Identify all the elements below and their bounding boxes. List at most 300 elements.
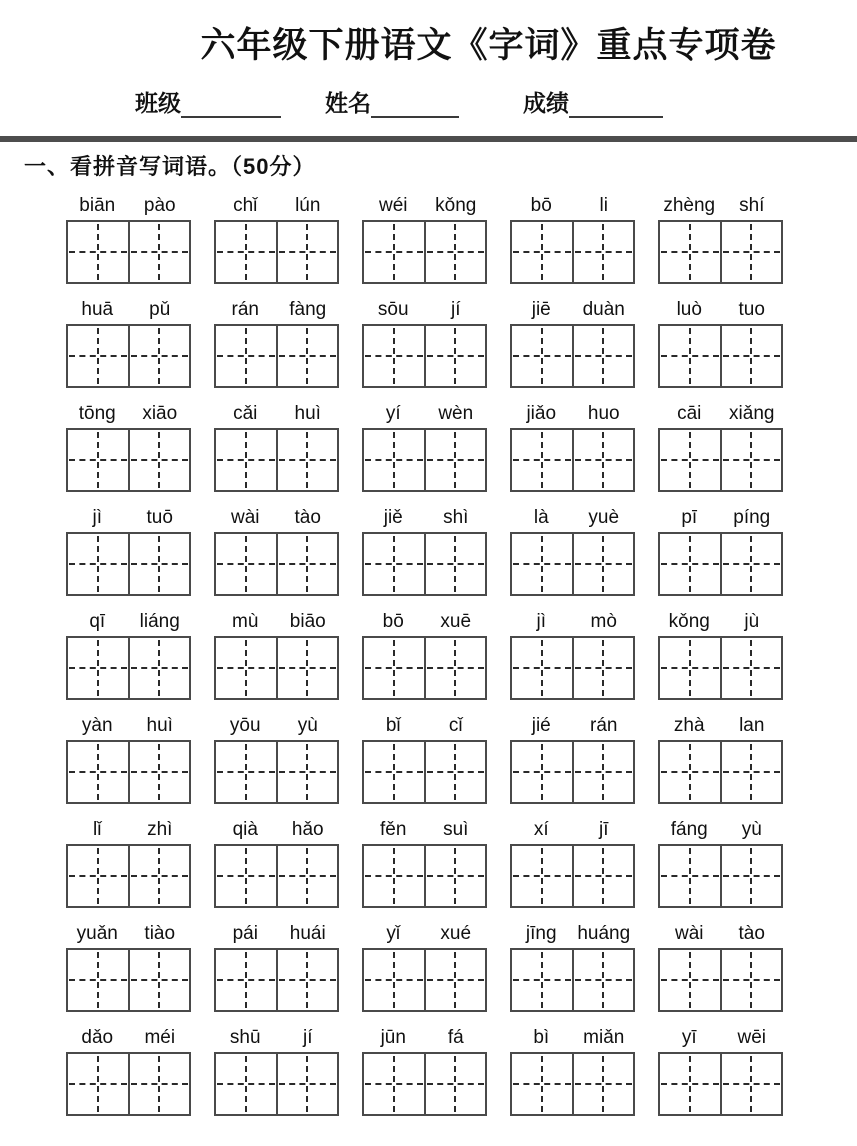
- pinyin-pair: [66, 816, 191, 842]
- pinyin-syllable: cǎi: [233, 403, 258, 424]
- writing-cell: [512, 638, 574, 698]
- writing-cell: [722, 950, 782, 1010]
- writing-cell: [68, 638, 130, 698]
- pinyin-syllable: li: [599, 195, 608, 216]
- pinyin-pair: [658, 816, 783, 842]
- word-group: [66, 192, 191, 284]
- pinyin-syllable: pǔ: [149, 299, 171, 320]
- writing-box: [214, 532, 339, 596]
- pinyin-pair: [214, 400, 339, 426]
- pinyin-syllable: cǐ: [448, 715, 463, 736]
- writing-cell: [574, 950, 634, 1010]
- writing-cell: [68, 950, 130, 1010]
- pinyin-syllable: méi: [144, 1027, 176, 1048]
- writing-cell: [130, 430, 190, 490]
- writing-box: [362, 428, 487, 492]
- pinyin-syllable: luò: [676, 299, 702, 320]
- pinyin-syllable: bō: [382, 611, 404, 632]
- pinyin-row: [66, 816, 857, 908]
- pinyin-syllable: tào: [294, 507, 321, 528]
- pinyin-syllable: hǎo: [291, 819, 324, 840]
- writing-cell: [426, 846, 486, 906]
- pinyin-syllable: wài: [230, 507, 260, 528]
- word-group: [362, 608, 487, 700]
- pinyin-pair: [658, 608, 783, 634]
- pinyin-syllable: bō: [530, 195, 552, 216]
- writing-box: [658, 220, 783, 284]
- writing-cell: [278, 534, 338, 594]
- writing-box: [510, 844, 635, 908]
- word-group: [66, 608, 191, 700]
- word-group: [66, 1024, 191, 1116]
- writing-box: [362, 948, 487, 1012]
- writing-box: [66, 532, 191, 596]
- pinyin-syllable: huì: [294, 403, 321, 424]
- pinyin-pair: [510, 296, 635, 322]
- pinyin-syllable: miǎn: [583, 1027, 625, 1048]
- pinyin-syllable: là: [533, 507, 549, 528]
- writing-cell: [722, 846, 782, 906]
- writing-cell: [278, 950, 338, 1010]
- pinyin-row: [66, 192, 857, 284]
- pinyin-pair: [66, 504, 191, 530]
- word-group: [510, 1024, 635, 1116]
- page-title: 六年级下册语文《字词》重点专项卷: [200, 26, 777, 65]
- pinyin-pair: [66, 192, 191, 218]
- pinyin-syllable: wēi: [737, 1027, 766, 1048]
- writing-cell: [512, 742, 574, 802]
- writing-cell: [278, 326, 338, 386]
- writing-box: [658, 428, 783, 492]
- pinyin-pair: [362, 608, 487, 634]
- pinyin-syllable: yàn: [81, 715, 113, 736]
- writing-box: [214, 1052, 339, 1116]
- writing-cell: [512, 534, 574, 594]
- writing-cell: [130, 326, 190, 386]
- writing-cell: [364, 638, 426, 698]
- writing-cell: [574, 742, 634, 802]
- pinyin-pair: [658, 1024, 783, 1050]
- writing-cell: [278, 430, 338, 490]
- writing-box: [658, 844, 783, 908]
- pinyin-syllable: huái: [289, 923, 326, 944]
- writing-box: [658, 948, 783, 1012]
- pinyin-syllable: tuō: [146, 507, 173, 528]
- pinyin-syllable: wéi: [378, 195, 408, 216]
- section-heading: 一、看拼音写词语。（50分）: [24, 154, 316, 179]
- pinyin-pair: [510, 400, 635, 426]
- word-group: [658, 816, 783, 908]
- writing-cell: [68, 742, 130, 802]
- writing-cell: [512, 430, 574, 490]
- writing-cell: [722, 534, 782, 594]
- word-group: [362, 400, 487, 492]
- pinyin-syllable: wài: [674, 923, 704, 944]
- pinyin-syllable: fáng: [670, 819, 708, 840]
- pinyin-syllable: jù: [744, 611, 760, 632]
- pinyin-syllable: jī: [599, 819, 609, 840]
- pinyin-pair: [658, 920, 783, 946]
- writing-cell: [68, 222, 130, 282]
- pinyin-syllable: qī: [89, 611, 106, 632]
- writing-cell: [722, 638, 782, 698]
- writing-box: [66, 324, 191, 388]
- writing-cell: [364, 430, 426, 490]
- pinyin-syllable: jīng: [525, 923, 557, 944]
- pinyin-pair: [658, 712, 783, 738]
- writing-cell: [216, 326, 278, 386]
- pinyin-syllable: jí: [303, 1027, 313, 1048]
- pinyin-syllable: jiǎo: [526, 403, 557, 424]
- writing-cell: [426, 222, 486, 282]
- word-group: [66, 816, 191, 908]
- pinyin-pair: [66, 712, 191, 738]
- pinyin-syllable: zhà: [673, 715, 705, 736]
- pinyin-syllable: rán: [231, 299, 259, 320]
- writing-box: [214, 740, 339, 804]
- pinyin-syllable: yōu: [229, 715, 261, 736]
- writing-cell: [722, 1054, 782, 1114]
- writing-box: [510, 740, 635, 804]
- pinyin-syllable: yù: [297, 715, 318, 736]
- word-group: [658, 504, 783, 596]
- pinyin-syllable: fěn: [380, 819, 407, 840]
- pinyin-pair: [66, 608, 191, 634]
- pinyin-syllable: liáng: [139, 611, 180, 632]
- writing-cell: [512, 950, 574, 1010]
- writing-cell: [574, 222, 634, 282]
- writing-box: [362, 1052, 487, 1116]
- pinyin-syllable: jiě: [383, 507, 403, 528]
- writing-cell: [512, 222, 574, 282]
- writing-box: [214, 636, 339, 700]
- writing-cell: [278, 742, 338, 802]
- pinyin-pair: [510, 192, 635, 218]
- writing-cell: [216, 846, 278, 906]
- pinyin-pair: [214, 920, 339, 946]
- writing-cell: [68, 534, 130, 594]
- writing-box: [510, 948, 635, 1012]
- pinyin-pair: [510, 712, 635, 738]
- word-group: [658, 920, 783, 1012]
- score-field-blank: [569, 92, 663, 118]
- pinyin-syllable: yī: [681, 1027, 697, 1048]
- writing-cell: [512, 846, 574, 906]
- word-group: [66, 296, 191, 388]
- pinyin-syllable: mò: [590, 611, 617, 632]
- pinyin-pair: [362, 296, 487, 322]
- writing-cell: [660, 638, 722, 698]
- pinyin-syllable: tōng: [78, 403, 116, 424]
- writing-box: [362, 324, 487, 388]
- pinyin-syllable: pào: [143, 195, 176, 216]
- word-group: [510, 608, 635, 700]
- pinyin-syllable: zhì: [147, 819, 173, 840]
- writing-cell: [278, 1054, 338, 1114]
- word-group: [658, 400, 783, 492]
- pinyin-pair: [362, 920, 487, 946]
- writing-box: [658, 1052, 783, 1116]
- writing-box: [214, 220, 339, 284]
- word-group: [214, 504, 339, 596]
- pinyin-syllable: lún: [295, 195, 321, 216]
- pinyin-row: [66, 712, 857, 804]
- pinyin-pair: [510, 816, 635, 842]
- pinyin-pair: [510, 920, 635, 946]
- word-group: [214, 400, 339, 492]
- word-group: [362, 296, 487, 388]
- header-divider: [0, 136, 857, 142]
- writing-box: [510, 428, 635, 492]
- pinyin-syllable: shí: [739, 195, 765, 216]
- name-field-label: 姓名: [325, 91, 371, 116]
- pinyin-syllable: huo: [587, 403, 620, 424]
- writing-cell: [574, 1054, 634, 1114]
- pinyin-syllable: huā: [81, 299, 114, 320]
- writing-cell: [216, 742, 278, 802]
- pinyin-syllable: jì: [536, 611, 546, 632]
- pinyin-pair: [658, 400, 783, 426]
- pinyin-pair: [66, 920, 191, 946]
- pinyin-syllable: chǐ: [233, 195, 258, 216]
- pinyin-syllable: lan: [739, 715, 765, 736]
- pinyin-syllable: yí: [385, 403, 401, 424]
- score-field: [523, 90, 663, 118]
- writing-box: [362, 532, 487, 596]
- word-group: [510, 504, 635, 596]
- pinyin-pair: [362, 400, 487, 426]
- pinyin-syllable: pī: [681, 507, 698, 528]
- pinyin-syllable: mù: [232, 611, 259, 632]
- pinyin-row: [66, 920, 857, 1012]
- writing-cell: [660, 326, 722, 386]
- writing-box: [214, 844, 339, 908]
- pinyin-syllable: bì: [533, 1027, 550, 1048]
- pinyin-pair: [658, 296, 783, 322]
- writing-cell: [512, 1054, 574, 1114]
- word-group: [362, 1024, 487, 1116]
- pinyin-syllable: jì: [92, 507, 102, 528]
- word-group: [214, 920, 339, 1012]
- writing-cell: [660, 430, 722, 490]
- pinyin-pair: [214, 712, 339, 738]
- pinyin-syllable: wèn: [438, 403, 474, 424]
- writing-box: [214, 948, 339, 1012]
- pinyin-syllable: tào: [738, 923, 765, 944]
- writing-box: [214, 428, 339, 492]
- writing-box: [658, 324, 783, 388]
- writing-cell: [722, 326, 782, 386]
- pinyin-syllable: dǎo: [81, 1027, 114, 1048]
- pinyin-pair: [214, 504, 339, 530]
- pinyin-pair: [362, 1024, 487, 1050]
- writing-box: [510, 1052, 635, 1116]
- pinyin-syllable: zhèng: [663, 195, 716, 216]
- word-group: [214, 712, 339, 804]
- writing-cell: [426, 1054, 486, 1114]
- writing-box: [66, 220, 191, 284]
- pinyin-pair: [362, 504, 487, 530]
- writing-cell: [574, 326, 634, 386]
- pinyin-syllable: xí: [533, 819, 549, 840]
- pinyin-syllable: tuo: [738, 299, 765, 320]
- writing-cell: [722, 742, 782, 802]
- writing-cell: [426, 326, 486, 386]
- writing-cell: [130, 638, 190, 698]
- writing-cell: [278, 638, 338, 698]
- header-fields: [135, 90, 857, 118]
- word-group: [214, 192, 339, 284]
- writing-box: [66, 948, 191, 1012]
- writing-cell: [130, 222, 190, 282]
- writing-cell: [660, 846, 722, 906]
- pinyin-syllable: píng: [733, 507, 771, 528]
- pinyin-syllable: pái: [232, 923, 258, 944]
- word-group: [214, 296, 339, 388]
- pinyin-syllable: huì: [146, 715, 173, 736]
- writing-cell: [660, 534, 722, 594]
- writing-box: [362, 844, 487, 908]
- word-group: [362, 712, 487, 804]
- writing-cell: [574, 638, 634, 698]
- pinyin-syllable: biāo: [289, 611, 326, 632]
- writing-cell: [278, 222, 338, 282]
- writing-cell: [364, 534, 426, 594]
- writing-box: [362, 220, 487, 284]
- pinyin-syllable: shì: [443, 507, 469, 528]
- pinyin-syllable: cāi: [677, 403, 702, 424]
- pinyin-syllable: suì: [443, 819, 469, 840]
- pinyin-pair: [362, 816, 487, 842]
- pinyin-pair: [510, 1024, 635, 1050]
- name-field: [325, 90, 459, 118]
- writing-box: [510, 636, 635, 700]
- writing-cell: [68, 430, 130, 490]
- writing-cell: [68, 326, 130, 386]
- word-group: [214, 1024, 339, 1116]
- pinyin-syllable: rán: [590, 715, 618, 736]
- writing-cell: [216, 534, 278, 594]
- writing-cell: [722, 222, 782, 282]
- writing-cell: [364, 1054, 426, 1114]
- pinyin-pair: [214, 608, 339, 634]
- writing-cell: [364, 950, 426, 1010]
- writing-cell: [364, 326, 426, 386]
- writing-cell: [660, 950, 722, 1010]
- writing-cell: [574, 430, 634, 490]
- writing-cell: [130, 534, 190, 594]
- pinyin-syllable: xiǎng: [729, 403, 775, 424]
- pinyin-syllable: huáng: [577, 923, 631, 944]
- word-group: [66, 712, 191, 804]
- word-group: [510, 712, 635, 804]
- writing-cell: [130, 846, 190, 906]
- pinyin-syllable: jūn: [380, 1027, 406, 1048]
- pinyin-syllable: yǐ: [386, 923, 401, 944]
- writing-box: [66, 740, 191, 804]
- writing-cell: [364, 222, 426, 282]
- pinyin-syllable: jiē: [531, 299, 551, 320]
- writing-box: [214, 324, 339, 388]
- word-group: [510, 400, 635, 492]
- writing-cell: [216, 430, 278, 490]
- writing-box: [658, 636, 783, 700]
- pinyin-syllable: jí: [451, 299, 461, 320]
- writing-cell: [426, 534, 486, 594]
- pinyin-pair: [214, 192, 339, 218]
- writing-cell: [660, 1054, 722, 1114]
- pinyin-syllable: yuǎn: [76, 923, 118, 944]
- word-group: [510, 920, 635, 1012]
- writing-cell: [722, 430, 782, 490]
- pinyin-row: [66, 1024, 857, 1116]
- pinyin-syllable: fá: [447, 1027, 464, 1048]
- word-group: [214, 608, 339, 700]
- writing-cell: [364, 846, 426, 906]
- writing-cell: [364, 742, 426, 802]
- pinyin-syllable: qià: [232, 819, 258, 840]
- writing-cell: [426, 430, 486, 490]
- writing-cell: [660, 742, 722, 802]
- pinyin-syllable: lǐ: [93, 819, 102, 840]
- writing-cell: [68, 1054, 130, 1114]
- pinyin-pair: [214, 296, 339, 322]
- pinyin-syllable: biān: [79, 195, 116, 216]
- writing-cell: [216, 222, 278, 282]
- writing-cell: [278, 846, 338, 906]
- writing-cell: [574, 534, 634, 594]
- word-group: [510, 816, 635, 908]
- writing-box: [66, 844, 191, 908]
- pinyin-pair: [658, 504, 783, 530]
- pinyin-pair: [66, 296, 191, 322]
- word-group: [214, 816, 339, 908]
- writing-cell: [216, 1054, 278, 1114]
- writing-box: [362, 636, 487, 700]
- pinyin-pair: [66, 1024, 191, 1050]
- pinyin-syllable: kǒng: [668, 611, 710, 632]
- pinyin-pair: [362, 192, 487, 218]
- writing-cell: [130, 950, 190, 1010]
- writing-box: [66, 428, 191, 492]
- pinyin-syllable: jié: [531, 715, 551, 736]
- writing-cell: [68, 846, 130, 906]
- pinyin-syllable: duàn: [582, 299, 625, 320]
- word-group: [362, 816, 487, 908]
- word-group: [658, 608, 783, 700]
- class-field-blank: [181, 92, 281, 118]
- pinyin-syllable: yù: [741, 819, 762, 840]
- pinyin-pair: [510, 608, 635, 634]
- pinyin-syllable: bǐ: [385, 715, 401, 736]
- pinyin-pair: [214, 816, 339, 842]
- word-group: [510, 192, 635, 284]
- writing-box: [510, 324, 635, 388]
- writing-cell: [130, 1054, 190, 1114]
- writing-box: [66, 1052, 191, 1116]
- writing-cell: [130, 742, 190, 802]
- writing-cell: [216, 950, 278, 1010]
- writing-cell: [574, 846, 634, 906]
- pinyin-syllable: fàng: [289, 299, 327, 320]
- pinyin-syllable: shū: [229, 1027, 261, 1048]
- pinyin-syllable: xiāo: [142, 403, 178, 424]
- word-group: [66, 400, 191, 492]
- pinyin-grid: [66, 192, 857, 1116]
- writing-box: [66, 636, 191, 700]
- writing-cell: [216, 638, 278, 698]
- word-group: [658, 712, 783, 804]
